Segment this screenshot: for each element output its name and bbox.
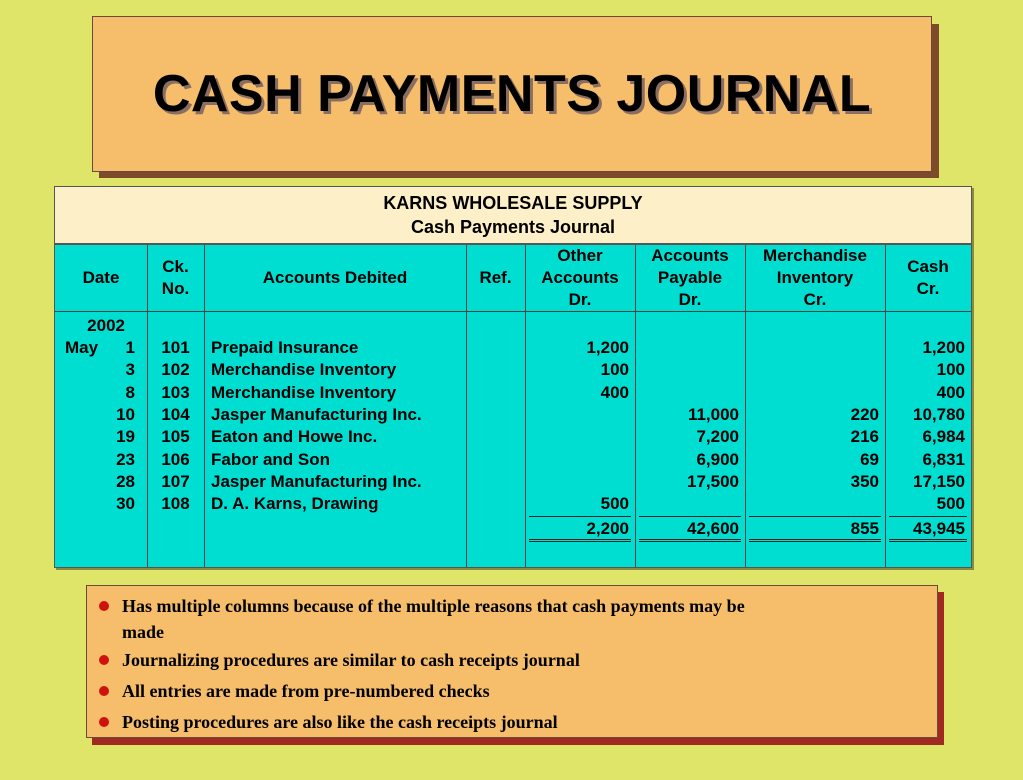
row-date: 1 [125,338,135,357]
col-accounts-debited-header [204,245,466,311]
row-check-no: 103 [161,382,190,402]
bullet-icon [99,601,109,611]
row-other-accounts: 100 [600,360,629,380]
row-cash: 500 [936,494,965,514]
row-cash: 400 [936,382,965,402]
row-check-no: 104 [161,404,190,424]
row-check-no: 106 [161,449,190,469]
journal-body [55,245,971,567]
note-item [87,678,902,704]
row-merchandise-inventory: 216 [850,427,879,447]
total-cash: 43,945 [913,519,965,538]
row-cash: 1,200 [922,338,965,357]
row-check-no: 107 [161,471,190,491]
row-cash: 100 [936,360,965,380]
row-account: Merchandise Inventory [211,360,397,380]
header-line: Accounts [541,268,619,287]
header-line: Dr. [678,290,702,309]
header-line: Dr. [568,290,592,309]
bullet-icon [99,717,109,727]
row-check-no: 101 [161,338,190,357]
notes-box [86,585,938,738]
header-divider [55,311,971,312]
row-account: Merchandise Inventory [211,382,397,402]
row-other-accounts: 400 [600,382,629,402]
header-line: Accounts Debited [262,268,408,287]
header-line: Cr. [916,279,940,298]
row-check-no: 105 [161,427,190,447]
row-other-accounts: 500 [600,494,629,514]
total-merchandise-inventory: 855 [850,519,879,538]
row-date: 8 [125,382,135,402]
note-item [87,647,902,673]
row-merchandise-inventory: 69 [860,449,879,469]
total-rule [749,516,881,517]
header-line: Cash [907,257,949,276]
col-date-header [55,245,147,311]
col-other-accounts-header [525,245,635,311]
header-line: Ck. [162,257,189,276]
row-accounts-payable: 17,500 [687,471,739,491]
header-line: Accounts [651,246,729,265]
total-other-accounts: 2,200 [586,519,629,538]
journal-name: Cash Payments Journal [410,217,616,237]
header-line: No. [161,279,190,298]
row-date: 30 [116,494,135,514]
page-title: CASH PAYMENTS JOURNAL [152,65,872,123]
row-account: Eaton and Howe Inc. [211,427,378,447]
note-item [87,709,902,735]
header-line: Merchandise [763,246,867,265]
row-account: Jasper Manufacturing Inc. [211,404,422,424]
row-accounts-payable: 7,200 [696,427,739,447]
header-line: Cr. [803,290,827,309]
row-accounts-payable: 6,900 [696,449,739,469]
total-rule [889,516,967,517]
col-accounts-payable-header [635,245,745,311]
header-line: Inventory [776,268,854,287]
col-merchandise-inventory-header [745,245,885,311]
bullet-icon [99,686,109,696]
row-cash: 10,780 [913,404,965,424]
row-accounts-payable: 11,000 [687,404,739,424]
row-other-accounts: 1,200 [586,338,629,357]
total-rule [529,516,631,517]
total-rule [639,516,741,517]
row-cash: 17,150 [913,471,965,491]
row-date: May [65,338,99,357]
row-check-no: 102 [161,360,190,380]
journal-header [55,187,971,245]
company-name: KARNS WHOLESALE SUPPLY [383,193,643,213]
total-accounts-payable: 42,600 [687,519,739,538]
row-date: 3 [125,360,135,380]
row-merchandise-inventory: 350 [850,471,879,491]
header-line: Date [82,268,120,287]
year-cell: 2002 [87,316,125,335]
header-line: Ref. [479,268,512,287]
row-merchandise-inventory: 220 [850,404,879,424]
col-check-no-header [147,245,204,311]
bullet-icon [99,655,109,665]
col-cash-header [885,245,971,311]
row-cash: 6,831 [922,449,965,469]
note-item [87,593,902,645]
note-text: Has multiple columns because of the multiple reasons that cash payments may be made [122,596,745,642]
header-line: Other [557,246,603,265]
note-text: Posting procedures are also like the cash receipts journal [122,712,558,732]
note-text: Journalizing procedures are similar to cash receipts journal [122,650,580,670]
row-date: 19 [116,427,135,447]
row-date: 23 [116,449,135,469]
row-date: 28 [116,471,135,491]
row-check-no: 108 [161,494,190,514]
header-line: Payable [657,268,723,287]
title-box [92,16,932,172]
row-cash: 6,984 [922,427,965,447]
row-account: Prepaid Insurance [211,338,359,357]
journal-table [54,186,972,568]
row-account: Jasper Manufacturing Inc. [211,471,422,491]
row-date: 10 [116,404,135,424]
row-account: Fabor and Son [211,449,330,469]
col-ref-header [466,245,525,311]
row-account: D. A. Karns, Drawing [211,494,379,514]
note-text: All entries are made from pre-numbered checks [122,681,490,701]
